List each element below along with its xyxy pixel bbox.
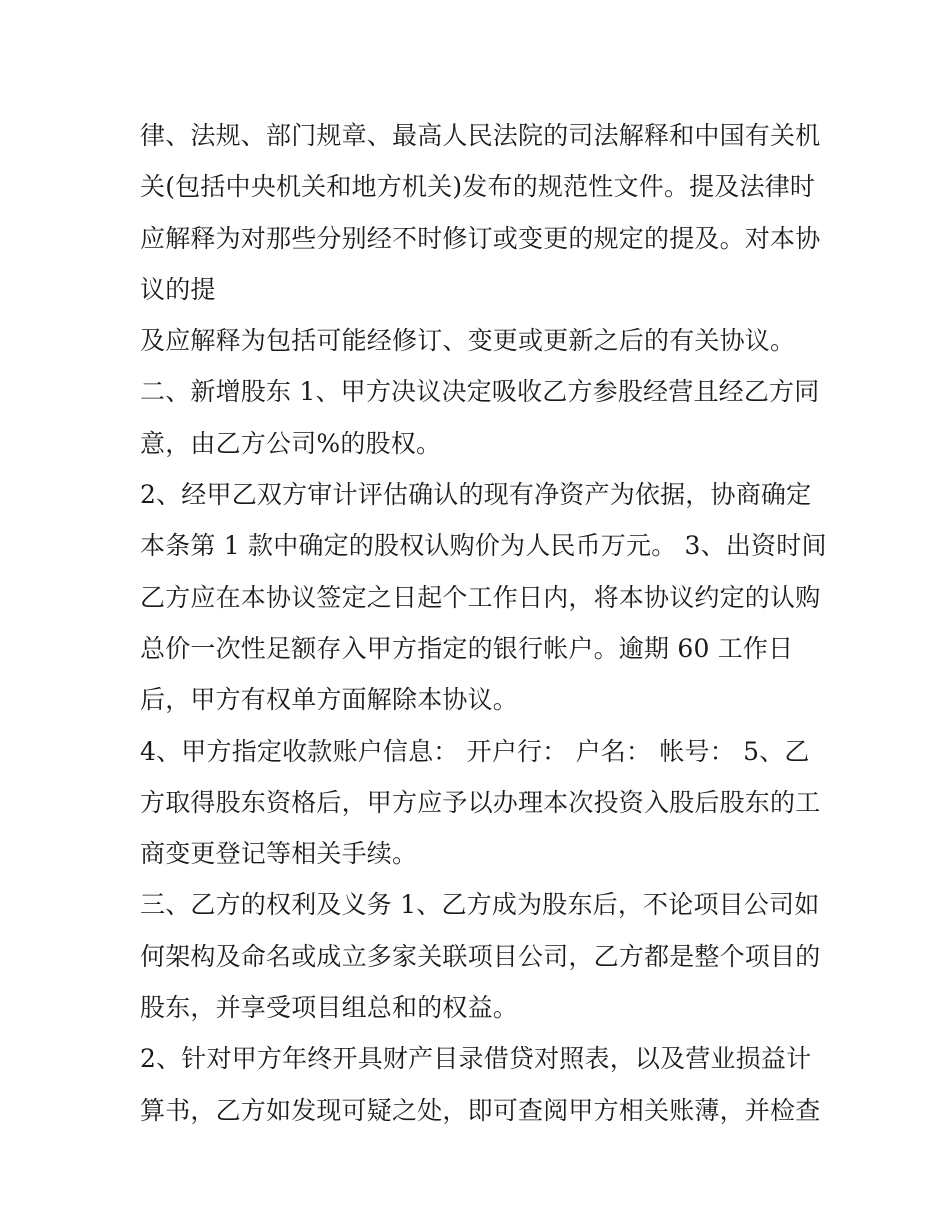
- text-line: 三、乙方的权利及义务 1、乙方成为股东后，不论项目公司如: [140, 890, 820, 920]
- text-line: 意，由乙方公司%的股权。: [140, 428, 442, 458]
- text-line: 方取得股东资格后，甲方应予以办理本次投资入股后股东的工: [140, 787, 821, 817]
- text-line: 总价一次性足额存入甲方指定的银行帐户。逾期 60 工作日: [140, 633, 794, 663]
- text-line: 何架构及命名或成立多家关联项目公司，乙方都是整个项目的: [140, 941, 821, 971]
- text-line: 股东，并享受项目组总和的权益。: [140, 993, 519, 1023]
- text-line: 律、法规、部门规章、最高人民法院的司法解释和中国有关机: [140, 121, 821, 150]
- text-line: 应解释为对那些分别经不时修订或变更的规定的提及。对本协: [140, 223, 821, 253]
- text-line: 及应解释为包括可能经修订、变更或更新之后的有关协议。: [140, 326, 796, 356]
- text-line: 2、针对甲方年终开具财产目录借贷对照表，以及营业损益计: [140, 1044, 812, 1074]
- text-line: 2、经甲乙双方审计评估确认的现有净资产为依据，协商确定: [140, 480, 812, 510]
- text-line: 乙方应在本协议签定之日起个工作日内，将本协议约定的认购: [140, 582, 821, 612]
- text-line: 后，甲方有权单方面解除本协议。: [140, 685, 519, 715]
- text-line: 二、新增股东 1、甲方决议决定吸收乙方参股经营且经乙方同: [140, 377, 820, 407]
- text-line: 关(包括中央机关和地方机关)发布的规范性文件。提及法律时: [140, 172, 816, 202]
- text-line: 本条第 1 款中确定的股权认购价为人民币万元。 3、出资时间: [140, 531, 827, 561]
- text-line: 算书，乙方如发现可疑之处，即可查阅甲方相关账薄，并检查: [140, 1095, 821, 1125]
- document-body: [140, 110, 827, 1136]
- text-line: 4、甲方指定收款账户信息： 开户行： 户名： 帐号： 5、乙: [140, 736, 810, 766]
- text-line: 议的提: [140, 274, 216, 304]
- text-line: 商变更登记等相关手续。: [140, 839, 418, 869]
